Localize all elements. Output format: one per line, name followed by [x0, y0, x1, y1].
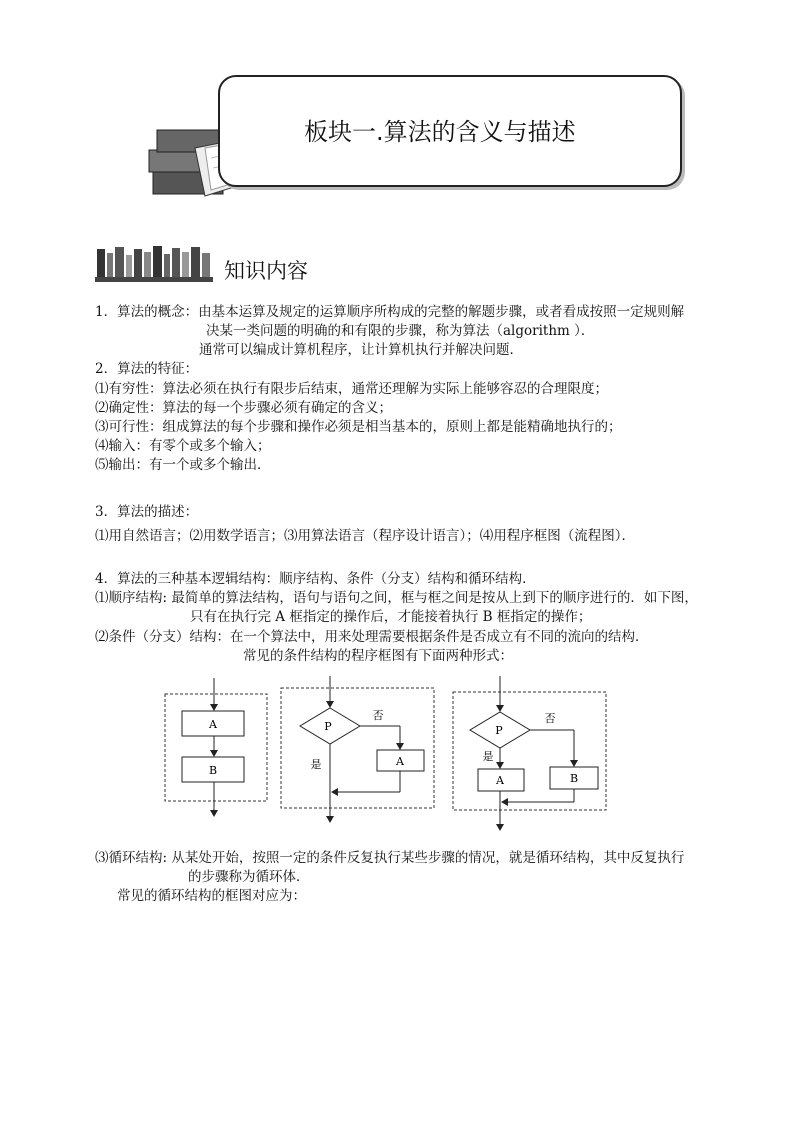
loop-line-3: 常见的循环结构的框图对应为：: [117, 888, 306, 904]
section-title: 知识内容: [224, 259, 308, 283]
yes-label: 是: [482, 750, 494, 763]
feature-4: ⑷输入：有零个或多个输入；: [95, 438, 271, 454]
feature-2: ⑵确定性：算法的每一个步骤必须有确定的含义；: [95, 400, 392, 416]
description-heading: 3．算法的描述：: [95, 504, 199, 520]
condition-line-2: 常见的条件结构的程序框图有下面两种形式：: [243, 648, 513, 664]
feature-1: ⑴有穷性：算法必须在执行有限步后结束，通常还理解为实际上能够容忍的合理限度；: [95, 381, 608, 397]
condition-diagram-single: [278, 672, 438, 832]
diamond-p-label: P: [495, 724, 503, 737]
no-label: 否: [544, 712, 556, 725]
feature-5: ⑸输出：有一个或多个输出．: [95, 457, 271, 473]
concept-line-2: 决某一类问题的明确的和有限的步骤，称为算法（algorithm ）．: [206, 323, 595, 339]
concept-line-1: 1．算法的概念：由基本运算及规定的运算顺序所构成的完整的解题步骤，或者看成按照一定规则解: [95, 304, 685, 320]
condition-diagram-double: [450, 672, 612, 837]
box-b-label: B: [569, 772, 579, 785]
concept-line-3: 通常可以编成计算机程序，让计算机执行并解决问题．: [199, 342, 523, 358]
features-heading: 2．算法的特征：: [95, 361, 199, 377]
page-title: 板块一.算法的含义与描述: [304, 118, 576, 146]
condition-line-1: ⑵条件（分支）结构：在一个算法中，用来处理需要根据条件是否成立有不同的流向的结构．: [95, 629, 649, 645]
box-a-label: A: [209, 718, 217, 731]
description-methods: ⑴用自然语言；⑵用数学语言；⑶用算法语言（程序设计语言）；⑷用程序框图（流程图）．: [95, 528, 635, 544]
box-a-label: A: [396, 755, 404, 768]
diamond-p-label: P: [324, 720, 332, 733]
structures-heading: 4．算法的三种基本逻辑结构：顺序结构、条件（分支）结构和循环结构．: [95, 571, 536, 587]
bookshelf-icon: [95, 243, 213, 283]
yes-label: 是: [310, 758, 322, 771]
loop-line-2: 的步骤称为循环体．: [188, 869, 310, 885]
box-b-label: B: [208, 764, 218, 777]
sequence-line-1: ⑴顺序结构: 最简单的算法结构，语句与语句之间，框与框之间是按从上到下的顺序进行的．如下图，: [95, 590, 698, 606]
sequence-diagram: [160, 674, 272, 824]
no-label: 否: [372, 709, 384, 722]
box-a-label: A: [496, 774, 504, 787]
sequence-line-2: 只有在执行完 A 框指定的操作后，才能接着执行 B 框指定的操作；: [190, 609, 592, 625]
loop-line-1: ⑶循环结构: 从某处开始，按照一定的条件反复执行某些步骤的情况，就是循环结构，其中反复执行: [95, 850, 685, 866]
feature-3: ⑶可行性：组成算法的每个步骤和操作必须是相当基本的，原则上都是能精确地执行的；: [95, 419, 622, 435]
